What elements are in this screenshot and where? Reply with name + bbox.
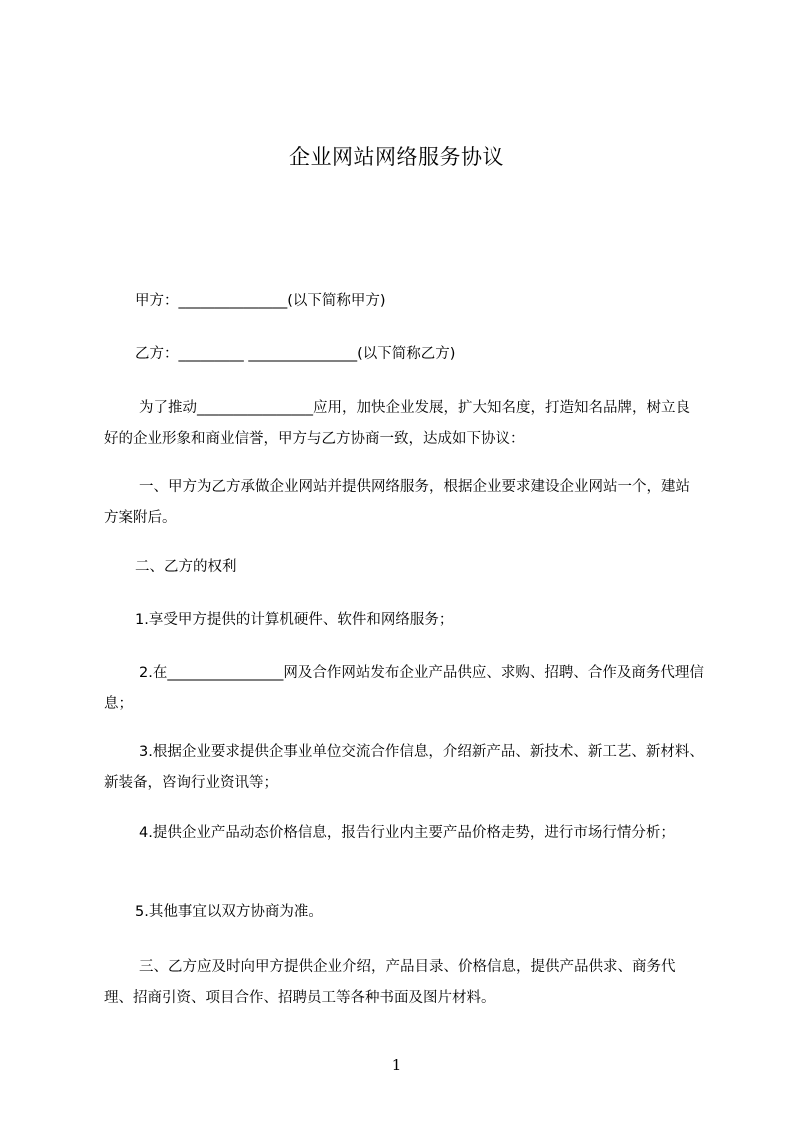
intro-paragraph: 为了推动________________应用，加快企业发展，扩大知名度，打造知名品牌，树立良好的企业形象和商业信誉，甲方与乙方协商一致，达成如下协议： <box>104 400 690 447</box>
rights-item-4: 4.提供企业产品动态价格信息，报告行业内主要产品价格走势，进行市场行情分析； <box>139 825 675 841</box>
rights-item-2: 2.在________________网及合作网站发布企业产品供应、求购、招聘、合作及商务代理信息； <box>104 665 704 712</box>
rights-item-1: 1.享受甲方提供的计算机硬件、软件和网络服务； <box>135 612 454 628</box>
document-title: 企业网站网络服务协议 <box>289 145 504 169</box>
rights-item-5: 5.其他事宜以双方协商为准。 <box>135 904 323 920</box>
clause-2-heading: 二、乙方的权利 <box>135 559 237 575</box>
clause-3: 三、乙方应及时向甲方提供企业介绍，产品目录、价格信息，提供产品供求、商务代理、招商引资、项目合作、招聘员工等各种书面及图片材料。 <box>104 959 676 1006</box>
rights-item-3: 3.根据企业要求提供企事业单位交流合作信息，介绍新产品、新技术、新工艺、新材料、新装备，咨询行业资讯等； <box>104 744 704 791</box>
party-a-line: 甲方：_______________(以下简称甲方) <box>135 293 386 309</box>
party-b-line: 乙方：_________ _______________(以下简称乙方) <box>135 346 456 362</box>
clause-1: 一、甲方为乙方承做企业网站并提供网络服务，根据企业要求建设企业网站一个，建站方案附后。 <box>104 479 690 526</box>
page-number: 1 <box>391 1056 402 1074</box>
